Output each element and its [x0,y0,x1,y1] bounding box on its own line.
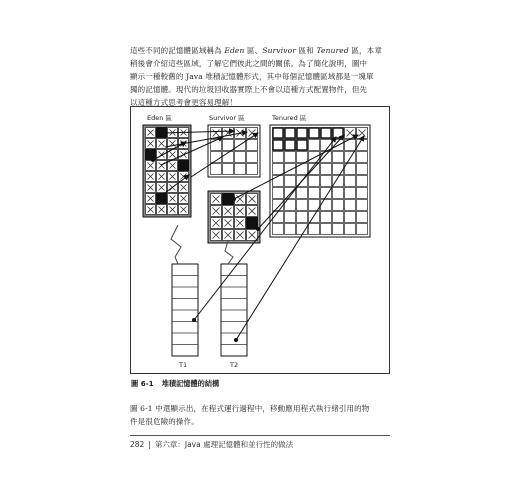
thread-stack-t2 [221,264,247,356]
free-cell [333,188,344,199]
free-cell [273,200,284,211]
free-cell [309,212,320,223]
free-cell [273,224,284,235]
eden-term: Eden [224,46,245,55]
free-cell [285,140,296,151]
free-cell [309,224,320,235]
free-cell [297,152,308,163]
free-cell [285,176,296,187]
free-cell [273,176,284,187]
intro-line: 以這種方式思考會更容易理解！ [130,98,238,107]
thread1-label: T1 [179,361,188,369]
break-connector [225,241,233,264]
tenured-label: Tenured 區 [272,114,307,122]
thread2-label: T2 [230,361,239,369]
free-cell [247,140,258,151]
tenured-grid [270,125,370,237]
free-cell [297,200,308,211]
intro-line: 稍後會介紹這些區域，了解它們彼此之間的關係。為了簡化說明，圖中 [130,59,368,68]
live-object-cell [223,194,234,205]
free-cell [333,224,344,235]
free-cell [309,128,320,139]
survivor-term: Survivor [262,46,297,55]
free-cell [333,212,344,223]
intro-text: 區、 [244,46,263,55]
free-cell [333,200,344,211]
free-cell [321,212,332,223]
free-cell [345,224,356,235]
free-cell [309,140,320,151]
intro-text: 區和 [296,46,317,55]
live-object-cell [146,150,156,160]
free-cell [223,164,234,175]
free-cell [211,140,222,151]
free-cell [223,140,234,151]
free-cell [297,128,308,139]
free-cell [321,164,332,175]
free-cell [297,140,308,151]
free-cell [333,164,344,175]
thread-stack-t1 [172,264,198,356]
free-cell [211,164,222,175]
body-paragraph [130,402,392,428]
free-cell [273,140,284,151]
intro-text: 區，本章 [348,46,382,55]
intro-line: 獨的記憶體。現代的垃圾回收器實際上不會以這種方式配置物件，但先 [130,85,368,94]
free-cell [345,200,356,211]
chapter-title: 第六章：Java 處理記憶體和並行性的做法 [154,440,294,449]
free-cell [321,176,332,187]
page-footer [130,439,293,450]
free-cell [345,152,356,163]
eden-label: Eden 區 [147,114,172,122]
footer-rule [130,435,390,436]
intro-text: 這些不同的記憶體區域稱為 [130,46,225,55]
free-cell [285,152,296,163]
free-cell [345,212,356,223]
free-cell [247,152,258,163]
free-cell [297,188,308,199]
free-cell [309,188,320,199]
free-cell [273,152,284,163]
survivor-top-grid [208,125,260,177]
footer-separator: | [148,440,151,449]
intro-paragraph [130,44,392,109]
eden-grid [143,125,191,217]
free-cell [333,152,344,163]
survivor-label: Survivor 區 [209,114,245,122]
free-cell [285,212,296,223]
free-cell [273,164,284,175]
page-number: 282 [130,440,145,449]
free-cell [357,176,368,187]
free-cell [309,176,320,187]
free-cell [321,200,332,211]
free-cell [297,212,308,223]
free-cell [285,224,296,235]
figure-frame [130,106,390,374]
free-cell [345,176,356,187]
live-object-cell [247,218,258,229]
free-cell [357,200,368,211]
break-connector [171,225,181,264]
caption-number: 圖 6-1 [131,379,154,388]
intro-line: 顯示一種較舊的 Java 堆積記憶體形式，其中每個記憶體區域都是一塊單 [130,72,374,81]
free-cell [321,128,332,139]
free-cell [285,164,296,175]
free-cell [357,152,368,163]
caption-text: 堆積記憶體的結構 [161,379,220,388]
free-cell [247,164,258,175]
body-line: 圖 6-1 中還顯示出，在程式運行過程中，移動應用程式執行緒引用的物 [130,404,370,413]
free-cell [357,224,368,235]
free-cell [345,188,356,199]
tenured-term: Tenured [316,46,349,55]
free-cell [357,188,368,199]
free-cell [235,152,246,163]
free-cell [235,164,246,175]
free-cell [357,212,368,223]
heap-diagram [131,107,389,373]
free-cell [321,224,332,235]
free-cell [273,188,284,199]
figure-caption [131,379,219,389]
free-cell [285,128,296,139]
live-object-cell [179,161,189,171]
free-cell [357,164,368,175]
body-line: 件是很危險的操作。 [130,417,199,426]
free-cell [297,164,308,175]
free-cell [273,128,284,139]
